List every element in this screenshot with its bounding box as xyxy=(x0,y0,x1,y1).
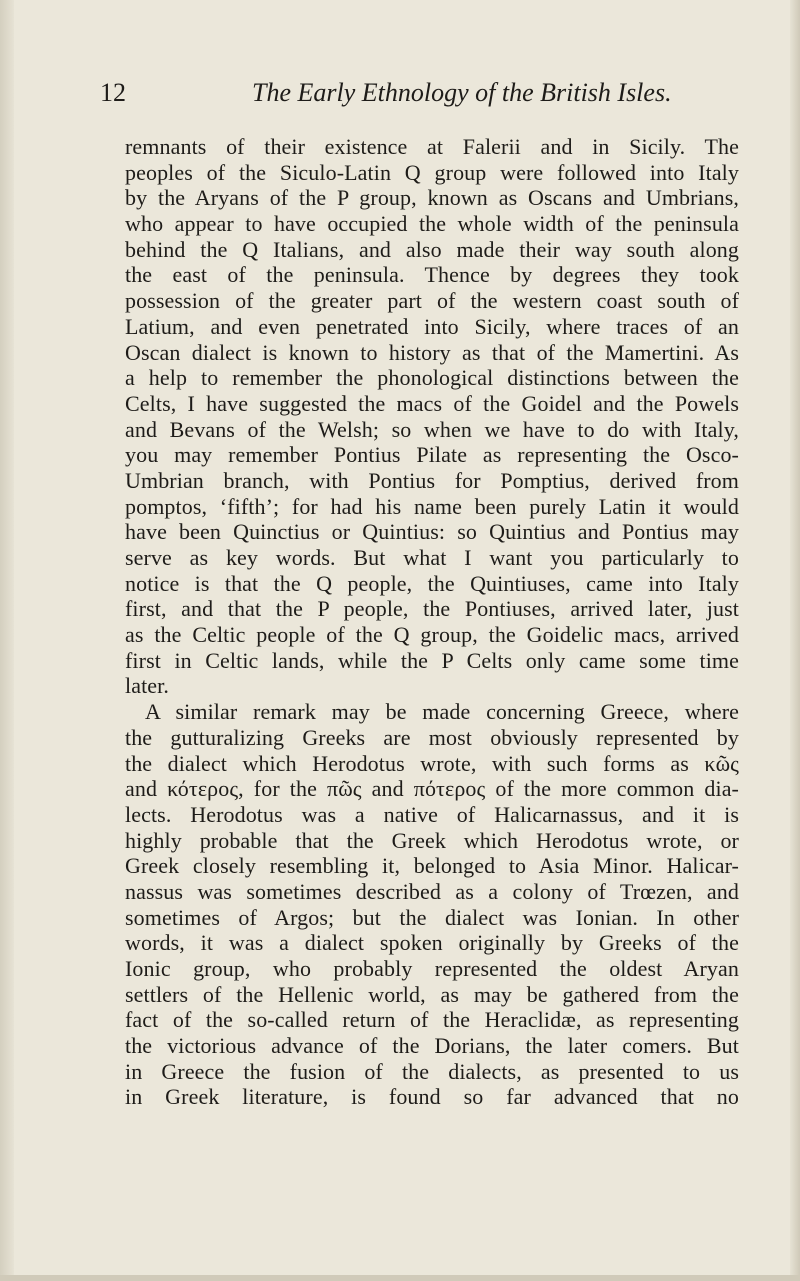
text-line: sometimes of Argos; but the dialect was Ionian. In other xyxy=(125,904,739,930)
text-line: serve as key words. But what I want you particularly to xyxy=(125,545,739,570)
text-line: the dialect which Herodotus wrote, with such forms as κῶς xyxy=(125,750,739,776)
text-line: the victorious advance of the Dorians, the later comers. But xyxy=(125,1033,739,1059)
text-line: in Greece the fusion of the dialects, as presented to us xyxy=(125,1058,739,1084)
text-line: notice is that the Q people, the Quintiuses, came into Italy xyxy=(125,570,739,596)
text-line: the gutturalizing Greeks are most obviously represented by xyxy=(125,724,739,750)
text-line: by the Aryans of the P group, known as Oscans and Umbrians, xyxy=(125,185,739,211)
body-text xyxy=(125,134,739,1110)
text-line: and κότερος, for the πῶς and πότερος of the more common dia- xyxy=(125,776,739,802)
text-line: Greek closely resembling it, belonged to Asia Minor. Halicar- xyxy=(125,853,739,879)
text-line: in Greek literature, is found so far advanced that no xyxy=(125,1084,739,1110)
text-line: fact of the so-called return of the Heraclidæ, as representing xyxy=(125,1007,739,1033)
text-line: later. xyxy=(125,673,169,699)
text-line: pomptos, ‘fifth’; for had his name been purely Latin it would xyxy=(125,493,739,519)
text-line: a help to remember the phonological distinctions between the xyxy=(125,365,739,391)
text-line: highly probable that the Greek which Herodotus wrote, or xyxy=(125,827,739,853)
text-line: lects. Herodotus was a native of Halicarnassus, and it is xyxy=(125,801,739,827)
page-binding-edge xyxy=(0,0,14,1281)
text-line: remnants of their existence at Falerii and in Sicily. The xyxy=(125,134,739,159)
text-line: Ionic group, who probably represented the oldest Aryan xyxy=(125,956,739,981)
text-line: words, it was a dialect spoken originally by Greeks of the xyxy=(125,930,739,956)
text-line: as the Celtic people of the Q group, the Goidelic macs, arrived xyxy=(125,622,739,648)
page-number: 12 xyxy=(100,78,126,107)
page-bottom-edge xyxy=(0,1275,800,1281)
text-line: have been Quinctius or Quintius: so Quintius and Pontius may xyxy=(125,519,739,545)
text-line: peoples of the Siculo-Latin Q group were followed into Italy xyxy=(125,159,739,185)
text-line: settlers of the Hellenic world, as may be gathered from the xyxy=(125,981,739,1007)
text-line: who appear to have occupied the whole width of the peninsula xyxy=(125,211,739,237)
page-fore-edge xyxy=(790,0,800,1281)
text-line: Umbrian branch, with Pontius for Pomptius, derived from xyxy=(125,467,739,493)
text-line: behind the Q Italians, and also made their way south along xyxy=(125,236,739,262)
page-header xyxy=(100,78,740,118)
running-title: The Early Ethnology of the British Isles. xyxy=(252,78,672,107)
text-line: Celts, I have suggested the macs of the Goidel and the Powels xyxy=(125,390,739,416)
text-line: you may remember Pontius Pilate as representing the Osco- xyxy=(125,442,739,468)
text-line: Oscan dialect is known to history as that of the Mamertini. As xyxy=(125,339,739,365)
text-line: nassus was sometimes described as a colony of Trœzen, and xyxy=(125,878,739,904)
text-line: possession of the greater part of the western coast south of xyxy=(125,288,739,314)
text-line: the east of the peninsula. Thence by degrees they took xyxy=(125,262,739,288)
text-line: Latium, and even penetrated into Sicily, where traces of an xyxy=(125,313,739,339)
text-line: A similar remark may be made concerning Greece, where xyxy=(145,699,739,725)
text-line: first, and that the P people, the Pontiuses, arrived later, just xyxy=(125,596,739,622)
text-line: first in Celtic lands, while the P Celts only came some time xyxy=(125,647,739,673)
text-line: and Bevans of the Welsh; so when we have to do with Italy, xyxy=(125,416,739,442)
